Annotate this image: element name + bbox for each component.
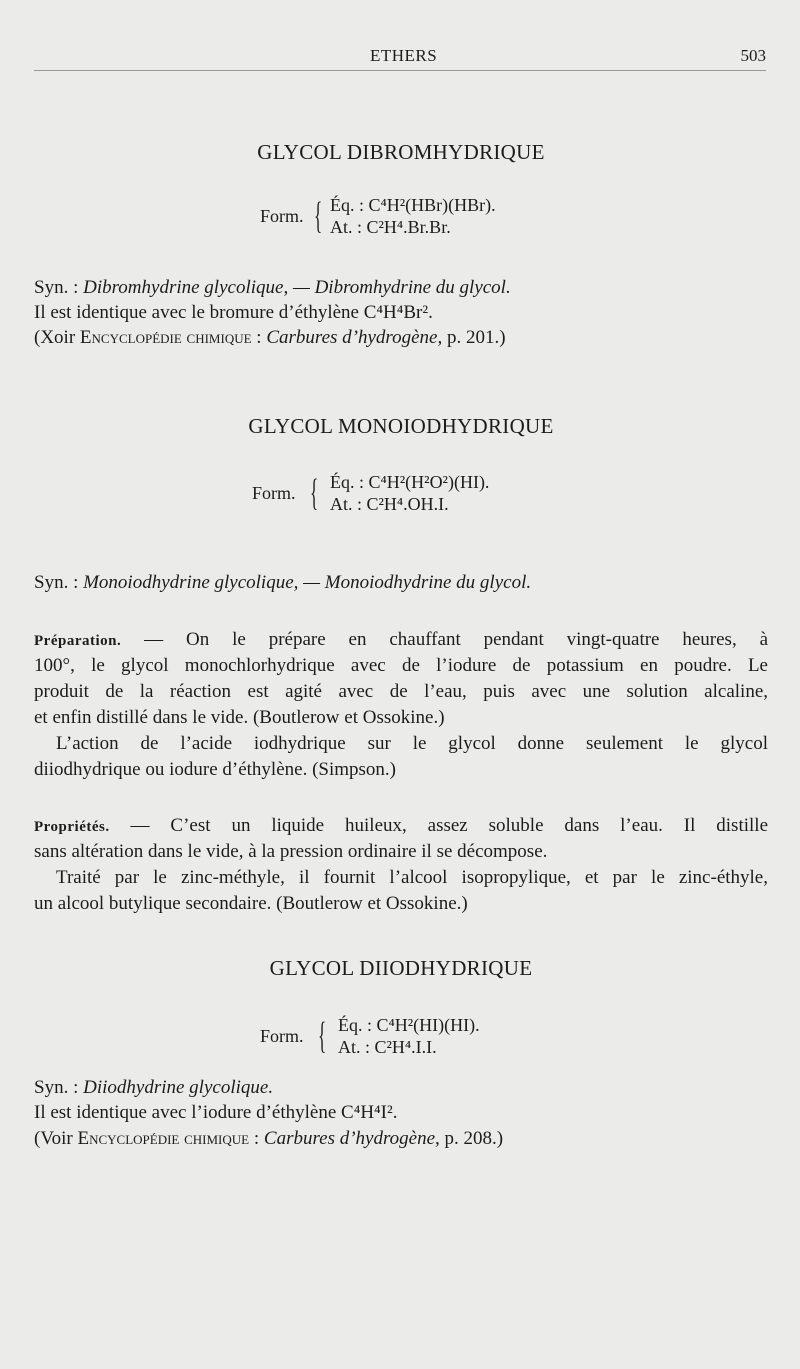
formula-at: At. : C²H⁴.I.I. xyxy=(338,1037,437,1057)
synonym-line xyxy=(34,571,768,595)
preparation-line-4: et enfin distillé dans le vide. (Boutlerow et Ossokine.) xyxy=(34,707,445,728)
properties-line-2: sans altération dans le vide, à la pression ordinaire il se décompose. xyxy=(34,841,548,862)
preparation-line-2: 100°, le glycol monochlorhydrique avec de l’iodure de potassium en poudre. Le xyxy=(34,655,768,676)
brace-icon: { xyxy=(318,1015,327,1057)
ref-open: (Xoir xyxy=(34,327,76,348)
ref-encyclopedie: Encyclopédie chimique xyxy=(79,327,252,348)
ref-carbures: Carbures d’hydrogène, xyxy=(266,327,443,348)
preparation-text: — On le prépare en chauffant pendant vingt-quatre heures, à xyxy=(144,629,769,650)
formula-label: Form. xyxy=(260,206,304,226)
syn-prefix: Syn. : xyxy=(34,277,79,298)
page-number: 503 xyxy=(740,46,766,65)
ref-colon: : xyxy=(256,327,262,348)
section-title-dibromhydrique: GLYCOL DIBROMHYDRIQUE xyxy=(257,140,545,164)
syn-prefix: Syn. : xyxy=(34,572,79,593)
ref-colon: : xyxy=(253,1128,260,1149)
ref-page: p. 208.) xyxy=(444,1128,504,1149)
ref-open: (Voir xyxy=(34,1128,73,1149)
formula-eq: Éq. : C⁴H²(HI)(HI). xyxy=(338,1015,480,1035)
reference-line xyxy=(34,326,768,350)
section-title-monoiodhydrique: GLYCOL MONOIODHYDRIQUE xyxy=(248,414,554,438)
synonym-line xyxy=(34,276,768,300)
preparation-line-5: L’action de l’acide iodhydrique sur le glycol donne seulement le glycol xyxy=(56,733,768,754)
formula-label: Form. xyxy=(260,1026,304,1046)
section-title-diiodhydrique: GLYCOL DIIODHYDRIQUE xyxy=(269,956,533,980)
ref-page: p. 201.) xyxy=(446,327,506,348)
header-rule xyxy=(34,70,766,71)
syn-text: Dibromhydrine glycolique, — Dibromhydrine du glycol. xyxy=(83,277,511,298)
brace-icon: { xyxy=(310,472,319,514)
properties-line-3: Traité par le zinc-méthyle, il fournit l’alcool isopropylique, et par le zinc-éthyle, xyxy=(56,867,768,888)
syn-prefix: Syn. : xyxy=(34,1077,79,1098)
preparation-heading: Préparation. xyxy=(34,633,122,649)
synonym-line xyxy=(34,1076,768,1100)
brace-icon: { xyxy=(314,195,323,237)
properties-line-1 xyxy=(34,814,768,839)
properties-line-4: un alcool butylique secondaire. (Boutlerow et Ossokine.) xyxy=(34,893,468,914)
formula-at: At. : C²H⁴.Br.Br. xyxy=(330,217,451,237)
preparation-line-6: diiodhydrique ou iodure d’éthylène. (Simpson.) xyxy=(34,759,396,780)
preparation-line-3: produit de la réaction est agité avec de l’eau, puis avec une solution alcaline, xyxy=(34,681,768,702)
running-title: ETHERS xyxy=(370,46,438,65)
identity-line: Il est identique avec l’iodure d’éthylène C⁴H⁴I². xyxy=(34,1102,398,1123)
formula-eq: Éq. : C⁴H²(HBr)(HBr). xyxy=(330,195,496,215)
page-header xyxy=(0,46,800,70)
identity-line: Il est identique avec le bromure d’éthylène C⁴H⁴Br². xyxy=(34,302,433,323)
properties-heading: Propriétés. xyxy=(34,819,110,835)
preparation-line-1 xyxy=(34,628,768,653)
formula-label: Form. xyxy=(252,483,296,503)
ref-encyclopedie: Encyclopédie chimique xyxy=(77,1128,250,1149)
reference-line xyxy=(34,1127,768,1151)
syn-text: Monoiodhydrine glycolique, — Monoiodhydrine du glycol. xyxy=(83,572,532,593)
formula-at: At. : C²H⁴.OH.I. xyxy=(330,494,449,514)
ref-carbures: Carbures d’hydrogène, xyxy=(263,1128,440,1149)
properties-text: — C’est un liquide huileux, assez soluble dans l’eau. Il distille xyxy=(130,815,769,836)
formula-eq: Éq. : C⁴H²(H²O²)(HI). xyxy=(330,472,490,492)
syn-text: Diiodhydrine glycolique. xyxy=(83,1077,274,1098)
